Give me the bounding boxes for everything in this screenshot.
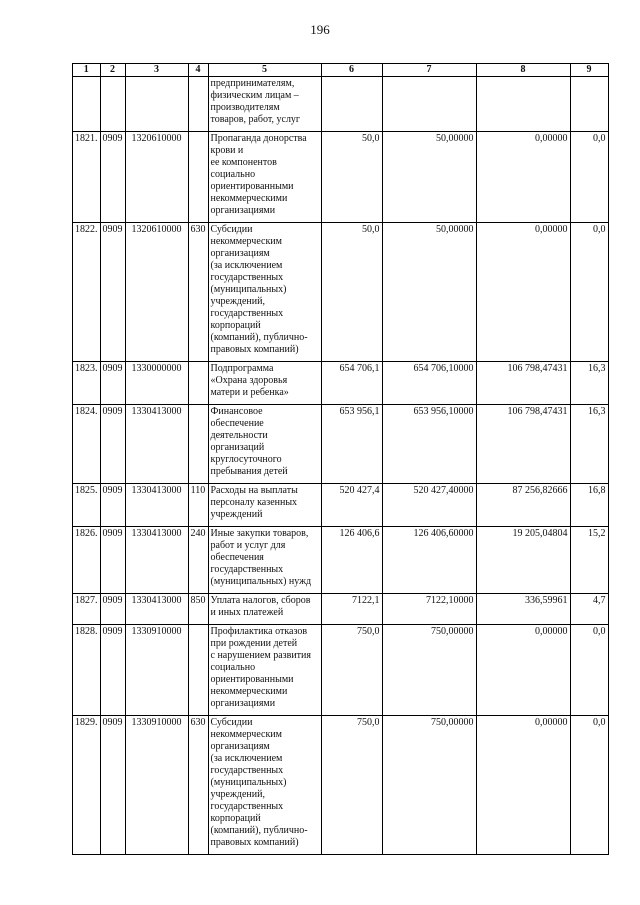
amount-approved-cell — [382, 77, 476, 132]
target-article-code-cell: 1320610000 — [125, 223, 188, 362]
row-number-cell: 1828. — [73, 625, 101, 716]
section-code-cell: 0909 — [100, 527, 125, 594]
expense-name-cell: Финансовое обеспечение деятельности организаций круглосуточного пребывания детей — [208, 405, 321, 484]
row-number-cell: 1822. — [73, 223, 101, 362]
expense-type-code-cell — [188, 405, 208, 484]
execution-percent-cell: 15,2 — [570, 527, 608, 594]
amount-planned-cell: 653 956,1 — [321, 405, 382, 484]
table-body — [73, 77, 609, 855]
expense-name-cell: Субсидии некоммерческим организациям (за исключением государственных (муниципальных) учреждений, государственных корпораций (компаний), публично- правовых компаний) — [208, 223, 321, 362]
table-row — [73, 362, 609, 405]
amount-approved-cell: 7122,10000 — [382, 594, 476, 625]
amount-planned-cell: 7122,1 — [321, 594, 382, 625]
amount-executed-cell: 19 205,04804 — [476, 527, 570, 594]
table-row — [73, 405, 609, 484]
amount-approved-cell: 126 406,60000 — [382, 527, 476, 594]
target-article-code-cell: 1330910000 — [125, 716, 188, 855]
row-number-cell: 1826. — [73, 527, 101, 594]
table-row — [73, 132, 609, 223]
column-header: 1 — [73, 64, 101, 77]
row-number-cell: 1823. — [73, 362, 101, 405]
amount-approved-cell: 520 427,40000 — [382, 484, 476, 527]
section-code-cell: 0909 — [100, 625, 125, 716]
target-article-code-cell — [125, 77, 188, 132]
expense-type-code-cell — [188, 362, 208, 405]
amount-planned-cell: 750,0 — [321, 625, 382, 716]
section-code-cell: 0909 — [100, 223, 125, 362]
section-code-cell — [100, 77, 125, 132]
amount-executed-cell: 336,59961 — [476, 594, 570, 625]
amount-planned-cell: 126 406,6 — [321, 527, 382, 594]
expense-type-code-cell: 630 — [188, 716, 208, 855]
execution-percent-cell: 16,3 — [570, 362, 608, 405]
target-article-code-cell: 1330413000 — [125, 484, 188, 527]
expense-type-code-cell — [188, 77, 208, 132]
amount-planned-cell: 50,0 — [321, 223, 382, 362]
expense-type-code-cell: 850 — [188, 594, 208, 625]
table-row — [73, 594, 609, 625]
execution-percent-cell: 0,0 — [570, 132, 608, 223]
column-header: 6 — [321, 64, 382, 77]
column-header: 5 — [208, 64, 321, 77]
expense-type-code-cell — [188, 625, 208, 716]
execution-percent-cell — [570, 77, 608, 132]
amount-executed-cell: 87 256,82666 — [476, 484, 570, 527]
amount-executed-cell: 106 798,47431 — [476, 405, 570, 484]
target-article-code-cell: 1330000000 — [125, 362, 188, 405]
section-code-cell: 0909 — [100, 362, 125, 405]
amount-planned-cell: 50,0 — [321, 132, 382, 223]
amount-approved-cell: 750,00000 — [382, 625, 476, 716]
table-row — [73, 716, 609, 855]
execution-percent-cell: 0,0 — [570, 223, 608, 362]
expense-name-cell: Подпрограмма «Охрана здоровья матери и ребенка» — [208, 362, 321, 405]
table-row — [73, 223, 609, 362]
table-row — [73, 625, 609, 716]
expense-type-code-cell: 110 — [188, 484, 208, 527]
target-article-code-cell: 1330413000 — [125, 527, 188, 594]
column-header: 4 — [188, 64, 208, 77]
row-number-cell: 1821. — [73, 132, 101, 223]
section-code-cell: 0909 — [100, 594, 125, 625]
execution-percent-cell: 4,7 — [570, 594, 608, 625]
expense-name-cell: Субсидии некоммерческим организациям (за исключением государственных (муниципальных) учреждений, государственных корпораций (компаний), публично- правовых компаний) — [208, 716, 321, 855]
expense-name-cell: Пропаганда донорства крови и ее компонентов социально ориентированными некоммерческими организациями — [208, 132, 321, 223]
amount-planned-cell: 520 427,4 — [321, 484, 382, 527]
expense-name-cell: Иные закупки товаров, работ и услуг для обеспечения государственных (муниципальных) нужд — [208, 527, 321, 594]
amount-executed-cell: 0,00000 — [476, 223, 570, 362]
execution-percent-cell: 0,0 — [570, 716, 608, 855]
amount-approved-cell: 50,00000 — [382, 223, 476, 362]
target-article-code-cell: 1330910000 — [125, 625, 188, 716]
amount-planned-cell: 654 706,1 — [321, 362, 382, 405]
table-row — [73, 527, 609, 594]
row-number-cell: 1825. — [73, 484, 101, 527]
row-number-cell: 1827. — [73, 594, 101, 625]
expense-name-cell: предпринимателям, физическим лицам – производителям товаров, работ, услуг — [208, 77, 321, 132]
column-header: 7 — [382, 64, 476, 77]
amount-approved-cell: 653 956,10000 — [382, 405, 476, 484]
section-code-cell: 0909 — [100, 716, 125, 855]
target-article-code-cell: 1320610000 — [125, 132, 188, 223]
budget-table — [72, 63, 609, 855]
amount-approved-cell: 654 706,10000 — [382, 362, 476, 405]
amount-executed-cell: 0,00000 — [476, 132, 570, 223]
row-number-cell: 1824. — [73, 405, 101, 484]
column-header: 8 — [476, 64, 570, 77]
amount-executed-cell — [476, 77, 570, 132]
column-header: 9 — [570, 64, 608, 77]
amount-executed-cell: 0,00000 — [476, 625, 570, 716]
section-code-cell: 0909 — [100, 132, 125, 223]
table-row — [73, 77, 609, 132]
column-header: 2 — [100, 64, 125, 77]
amount-planned-cell — [321, 77, 382, 132]
page-number: 196 — [310, 22, 330, 37]
expense-name-cell: Расходы на выплаты персоналу казенных учреждений — [208, 484, 321, 527]
execution-percent-cell: 0,0 — [570, 625, 608, 716]
table-row — [73, 484, 609, 527]
expense-name-cell: Профилактика отказов при рождении детей с нарушением развития социально ориентированными некоммерческими организациями — [208, 625, 321, 716]
amount-approved-cell: 750,00000 — [382, 716, 476, 855]
amount-executed-cell: 0,00000 — [476, 716, 570, 855]
amount-planned-cell: 750,0 — [321, 716, 382, 855]
amount-approved-cell: 50,00000 — [382, 132, 476, 223]
amount-executed-cell: 106 798,47431 — [476, 362, 570, 405]
table-header-row — [73, 64, 609, 77]
row-number-cell — [73, 77, 101, 132]
target-article-code-cell: 1330413000 — [125, 594, 188, 625]
row-number-cell: 1829. — [73, 716, 101, 855]
target-article-code-cell: 1330413000 — [125, 405, 188, 484]
expense-name-cell: Уплата налогов, сборов и иных платежей — [208, 594, 321, 625]
column-header: 3 — [125, 64, 188, 77]
expense-type-code-cell: 240 — [188, 527, 208, 594]
section-code-cell: 0909 — [100, 484, 125, 527]
section-code-cell: 0909 — [100, 405, 125, 484]
execution-percent-cell: 16,8 — [570, 484, 608, 527]
execution-percent-cell: 16,3 — [570, 405, 608, 484]
expense-type-code-cell: 630 — [188, 223, 208, 362]
expense-type-code-cell — [188, 132, 208, 223]
